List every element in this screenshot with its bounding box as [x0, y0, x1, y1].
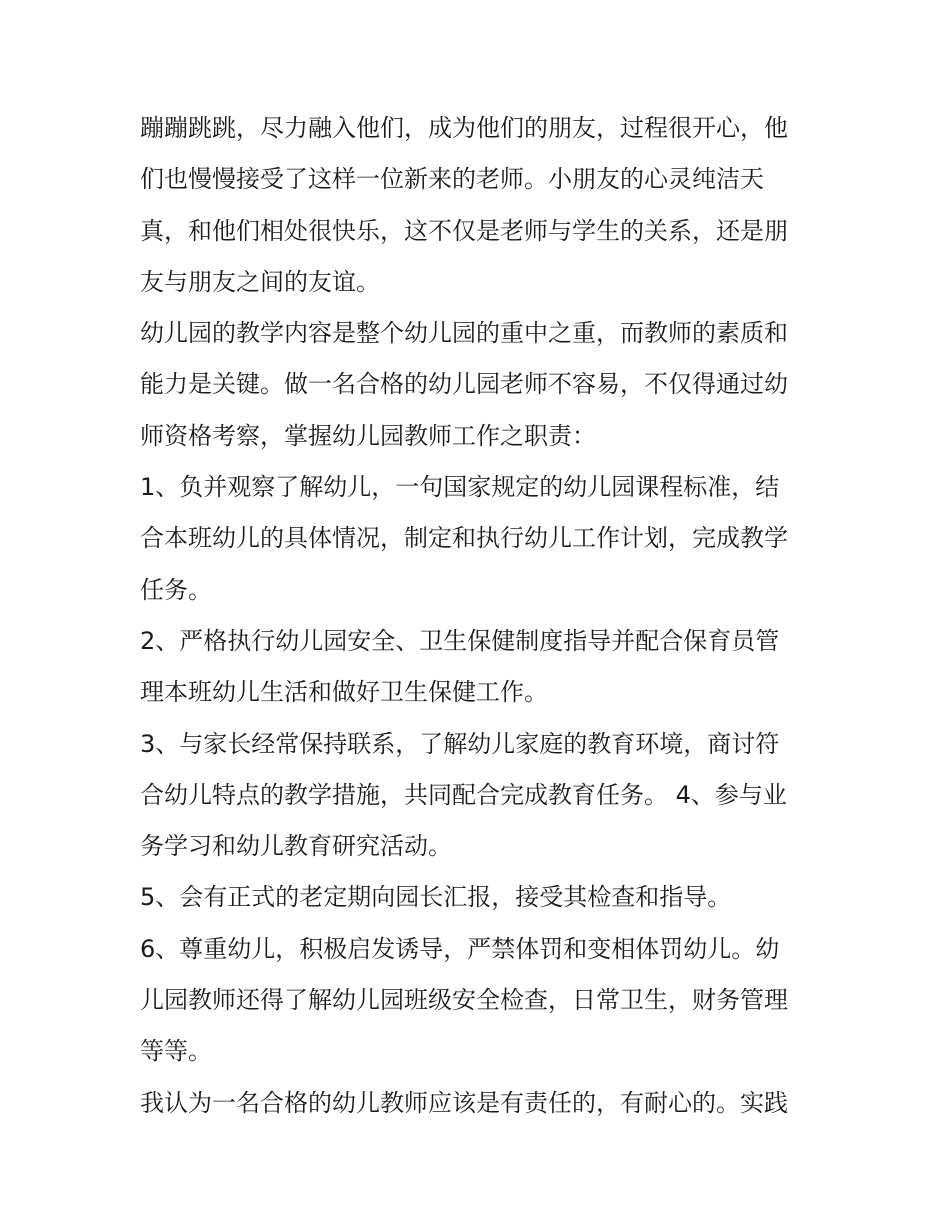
text-line: 友与朋友之间的友谊。 — [140, 267, 380, 296]
text-line: 合本班幼儿的具体情况，制定和执行幼儿工作计划，完成教学 — [140, 524, 788, 553]
list-item-3-4 — [140, 719, 812, 873]
paragraph-2 — [140, 308, 812, 462]
text-line: 3、与家长经常保持联系，了解幼儿家庭的教育环境，商讨符 — [140, 729, 780, 758]
text-line: 真，和他们相处很快乐，这不仅是老师与学生的关系，还是朋 — [140, 216, 788, 245]
text-line: 等等。 — [140, 1037, 212, 1066]
text-line: 师资格考察，掌握幼儿园教师工作之职责： — [140, 421, 596, 450]
text-line: 2、严格执行幼儿园安全、卫生保健制度指导并配合保育员管 — [140, 626, 780, 655]
text-line: 幼儿园的教学内容是整个幼儿园的重中之重，而教师的素质和 — [140, 319, 788, 348]
list-item-5 — [140, 872, 812, 923]
text-line: 们也慢慢接受了这样一位新来的老师。小朋友的心灵纯洁天 — [140, 165, 764, 194]
list-item-1 — [140, 462, 812, 616]
text-line: 1、负并观察了解幼儿，一句国家规定的幼儿园课程标准，结 — [140, 473, 780, 502]
text-line: 儿园教师还得了解幼儿园班级安全检查，日常卫生，财务管理 — [140, 986, 788, 1015]
text-line: 我认为一名合格的幼儿教师应该是有责任的，有耐心的。实践 — [140, 1088, 788, 1117]
list-item-2 — [140, 616, 812, 719]
paragraph-1 — [140, 103, 812, 308]
list-item-6 — [140, 924, 812, 1078]
text-line: 合幼儿特点的教学措施，共同配合完成教育任务。 4、参与业 — [140, 780, 787, 809]
text-line: 5、会有正式的老定期向园长汇报，接受其检查和指导。 — [140, 883, 732, 912]
document-body — [140, 103, 812, 1129]
text-line: 6、尊重幼儿，积极启发诱导，严禁体罚和变相体罚幼儿。幼 — [140, 934, 780, 963]
text-line: 能力是关键。做一名合格的幼儿园老师不容易，不仅得通过幼 — [140, 370, 788, 399]
text-line: 蹦蹦跳跳，尽力融入他们，成为他们的朋友，过程很开心，他 — [140, 114, 788, 142]
text-line: 理本班幼儿生活和做好卫生保健工作。 — [140, 678, 548, 707]
paragraph-final — [140, 1078, 812, 1129]
text-line: 务学习和幼儿教育研究活动。 — [140, 832, 452, 861]
text-line: 任务。 — [140, 575, 212, 604]
